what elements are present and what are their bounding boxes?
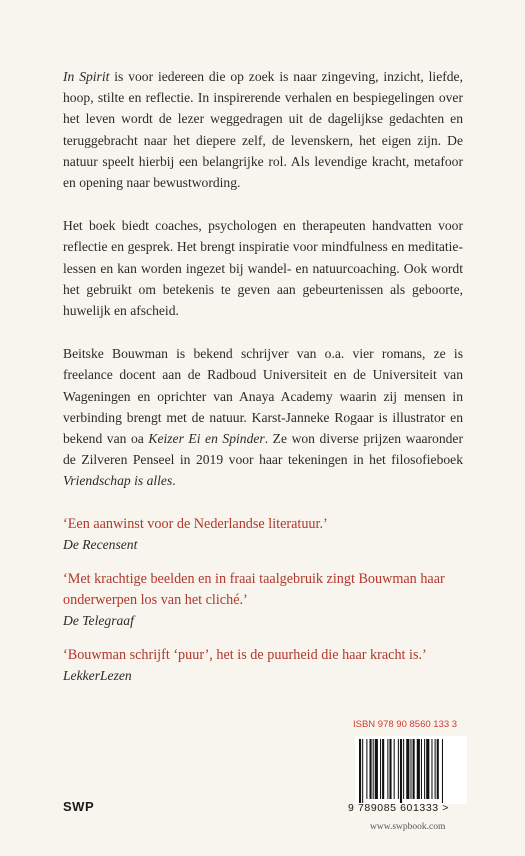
authors-paragraph bbox=[63, 343, 463, 491]
intro-text: is voor iedereen die op zoek is naar zingeving, inzicht, liefde, hoop, stilte en reflectie. In inspirerende verhalen en bespiegelingen over het leven wordt de lezer weggedragen uit de dagelijkse gedachten en teruggebracht naar het diepere zelf, de levenskern, het eigen zijn. De natuur speelt hierbij een belangrijke rol. Als levendige kracht, metafoor en opening naar bewustwording. bbox=[63, 69, 463, 191]
barcode-graphic bbox=[355, 736, 467, 804]
website-url: www.swpbook.com bbox=[370, 822, 446, 832]
review-quote bbox=[63, 645, 463, 686]
authors-text-c: . bbox=[172, 473, 176, 489]
review-quote bbox=[63, 569, 463, 631]
review-quote bbox=[63, 514, 463, 555]
isbn-label: ISBN 978 90 8560 133 3 bbox=[353, 719, 458, 730]
quote-text: ‘Een aanwinst voor de Nederlandse literatuur.’ bbox=[63, 515, 328, 532]
quote-source: LekkerLezen bbox=[63, 667, 132, 683]
review-quotes bbox=[63, 514, 463, 686]
book-title-vriendschap: Vriendschap is alles bbox=[63, 473, 173, 489]
quote-source: De Recensent bbox=[63, 536, 138, 552]
authors-text-a: Beitske Bouwman is bekend schrijver van o.a. vier romans, ze is freelance docent aan de Radboud Universiteit en de Universiteit van Wageningen en oprichter van Anaya Academy waarin zij mensen in verbinding brengt met de natuur. Karst-Janneke Rogaar is illustrator en bekend van oa bbox=[63, 346, 463, 447]
usage-paragraph: Het boek biedt coaches, psychologen en therapeuten handvatten voor reflectie en gesprek. Het brengt inspiratie voor mindfulness en meditatie-lessen en kan worden ingezet bij wandel- en natuurcoaching. Ook wordt het gebruikt om betekenis te geven aan gebeurtenissen als geboorte, huwelijk en afscheid. bbox=[63, 218, 463, 319]
authors-text-b: . Ze won diverse prijzen waaronder de Zilveren Penseel in 2019 voor haar tekeningen in het filosofieboek bbox=[63, 431, 463, 468]
quote-text: ‘Met krachtige beelden en in fraai taalgebruik zingt Bouwman haar onderwerpen los van het cliché.’ bbox=[63, 570, 445, 608]
back-cover-text bbox=[63, 66, 463, 700]
book-title: In Spirit bbox=[63, 69, 110, 84]
publisher-logo: SWP bbox=[63, 799, 95, 814]
book-title-keizer: Keizer Ei en Spinder bbox=[148, 431, 265, 447]
quote-text: ‘Bouwman schrijft ‘puur’, het is de puurheid die haar kracht is.’ bbox=[63, 646, 427, 663]
quote-source: De Telegraaf bbox=[63, 612, 134, 628]
intro-paragraph bbox=[63, 66, 463, 193]
barcode-digits: 9 789085 601333 > bbox=[348, 802, 449, 814]
barcode bbox=[355, 736, 467, 804]
